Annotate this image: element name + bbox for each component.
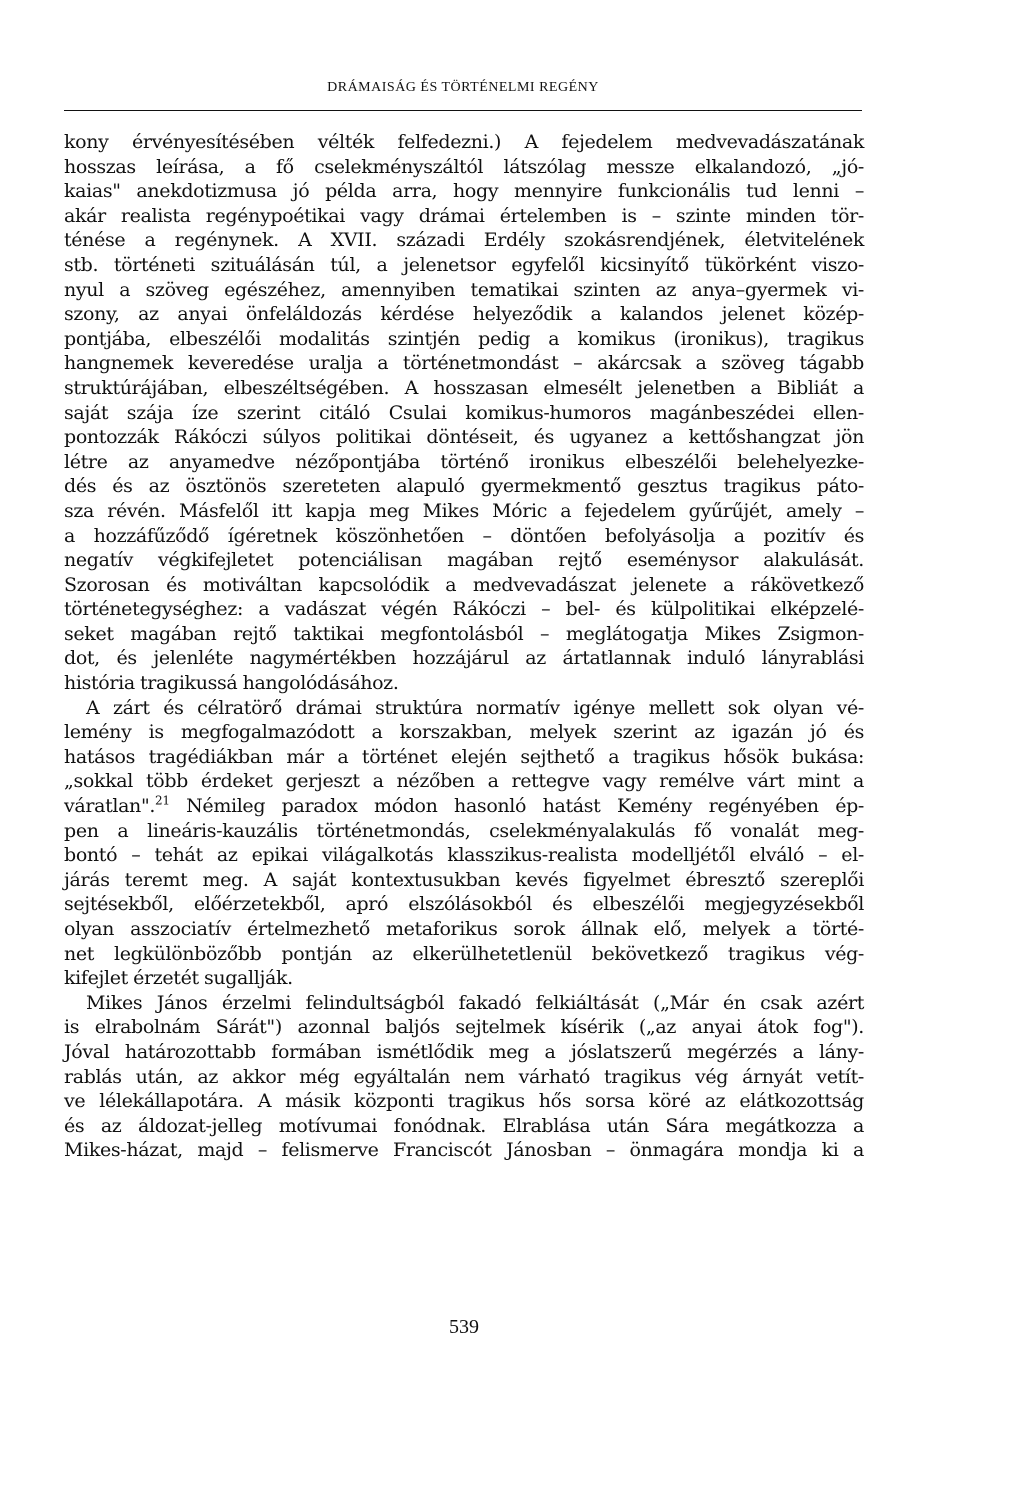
running-head: DRÁMAISÁG ÉS TÖRTÉNELMI REGÉNY: [327, 80, 599, 95]
text-line: történetegységhez: a vadászat végén Rákóczi – bel- és külpolitikai elképzelé-: [64, 598, 864, 621]
text-line: pen a lineáris-kauzális történetmondás, cselekményalakulás fő vonalát meg-: [64, 819, 864, 842]
text-line: olyan asszociatív értelmezhető metaforikus sorok állnak elő, melyek a törté-: [64, 918, 864, 940]
text-line: nyul a szöveg egészéhez, amennyiben tematikai szinten az anya–gyermek vi-: [64, 278, 864, 301]
text-line: struktúrájában, elbeszéltségében. A hosszasan elmesélt jelenetben a Bibliát a: [64, 376, 864, 399]
footnote-reference[interactable]: 21: [155, 793, 170, 808]
text-fragment: Némileg paradox módon hasonló hatást Kemény regényében ép-: [169, 795, 864, 818]
text-line: szony, az anyai önfeláldozás kérdése helyeződik a kalandos jelenet közép-: [64, 303, 864, 326]
text-line: akár realista regénypoétikai vagy drámai értelemben is – szinte minden tör-: [64, 204, 864, 227]
text-line: pontjába, elbeszélői modalitás szintjén pedig a komikus (ironikus), tragikus: [64, 327, 864, 350]
text-line: dés és az ösztönös szereteten alapuló gyermekmentő gesztus tragikus páto-: [64, 475, 864, 498]
text-line: a hozzáfűződő ígéretnek köszönhetően – döntően befolyásolja a pozitív és: [64, 524, 864, 547]
text-line: net legkülönbözőbb pontján az elkerülhetetlenül bekövetkező tragikus vég-: [64, 942, 864, 965]
header-rule: [64, 110, 862, 111]
text-line: járás teremt meg. A saját kontextusukban kevés figyelmet ébresztő szereplői: [64, 868, 864, 891]
text-line: Szorosan és motiváltan kapcsolódik a medvevadászat jelenete a rákövetkező: [64, 573, 864, 596]
text-line: hosszas leírása, a fő cselekményszáltól látszólag messze elkalandozó, „jó-: [64, 155, 864, 178]
text-line: seket magában rejtő taktikai megfontolásból – meglátogatja Mikes Zsigmon-: [64, 622, 864, 645]
text-line: és az áldozat-jelleg motívumai fonódnak. Elrablása után Sára megátkozza a: [64, 1114, 864, 1137]
text-line: hangnemek keveredése uralja a történetmondást – akárcsak a szöveg tágabb: [64, 352, 864, 375]
text-line: negatív végkifejletet potenciálisan magában rejtő eseménysor alakulását.: [64, 549, 864, 572]
text-line: sejtésekből, előérzetekből, apró elszólásokból és elbeszélői megjegyzésekből: [64, 893, 864, 916]
text-line: pontozzák Rákóczi súlyos politikai döntéseit, és ugyanez a kettőshangzat jön: [64, 426, 864, 449]
text-line: dot, és jelenléte nagymértékben hozzájárul az ártatlannak induló lányrablási: [64, 647, 864, 670]
text-line: kony érvényesítésében vélték felfedezni.) A fejedelem medvevadászatának: [64, 131, 864, 153]
page-number: 539: [449, 1316, 479, 1338]
text-fragment: váratlan".: [64, 795, 156, 818]
body-text: [64, 130, 864, 1163]
text-line: „sokkal több érdeket gerjeszt a nézőben a rettegve vagy remélve várt mint a: [64, 770, 864, 793]
text-line: hatásos tragédiákban már a történet elején sejthető a tragikus hősök bukása:: [64, 745, 864, 768]
text-line: saját szája íze szerint citáló Csulai komikus-humoros magánbeszédei ellen-: [64, 401, 864, 424]
text-line-paragraph-end: história tragikussá hangolódásához.: [64, 672, 399, 695]
text-line: bontó – tehát az epikai világalkotás klasszikus-realista modelljétől elváló – el-: [64, 844, 864, 867]
text-line: ve lélekállapotára. A másik központi tragikus hős sorsa köré az elátkozottság: [64, 1090, 864, 1113]
text-line-paragraph-end: kifejlet érzetét sugallják.: [64, 967, 293, 990]
text-line-paragraph-start: Mikes János érzelmi felindultságból fakadó felkiáltását („Már én csak azért: [86, 991, 864, 1014]
text-line-paragraph-start: A zárt és célratörő drámai struktúra normatív igénye mellett sok olyan vé-: [86, 696, 864, 719]
text-line: rablás után, az akkor még egyáltalán nem várható tragikus vég árnyát vetít-: [64, 1065, 864, 1088]
text-line: ténése a regénynek. A XVII. századi Erdély szokásrendjének, életvitelének: [64, 229, 864, 252]
text-line: stb. történeti szituálásán túl, a jelenetsor egyfelől kicsinyítő tükörként viszo-: [64, 253, 864, 276]
text-line: Mikes-házat, majd – felismerve Franciscót Jánosban – önmagára mondja ki a: [64, 1139, 864, 1162]
text-line-with-footnote: [64, 794, 864, 819]
text-line: lemény is megfogalmazódott a korszakban, melyek szerint az igazán jó és: [64, 721, 864, 744]
text-line: Jóval határozottabb formában ismétlődik meg a jóslatszerű megérzés a lány-: [64, 1040, 864, 1063]
text-line: létre az anyamedve nézőpontjába történő ironikus elbeszélői belehelyezke-: [64, 450, 864, 473]
text-line: is elrabolnám Sárát") azonnal baljós sejtelmek kísérik („az anyai átok fog").: [64, 1016, 864, 1039]
text-line: kaias" anekdotizmusa jó példa arra, hogy mennyire funkcionális tud lenni –: [64, 180, 864, 203]
text-line: sza révén. Másfelől itt kapja meg Mikes Móric a fejedelem gyűrűjét, amely –: [64, 499, 864, 522]
